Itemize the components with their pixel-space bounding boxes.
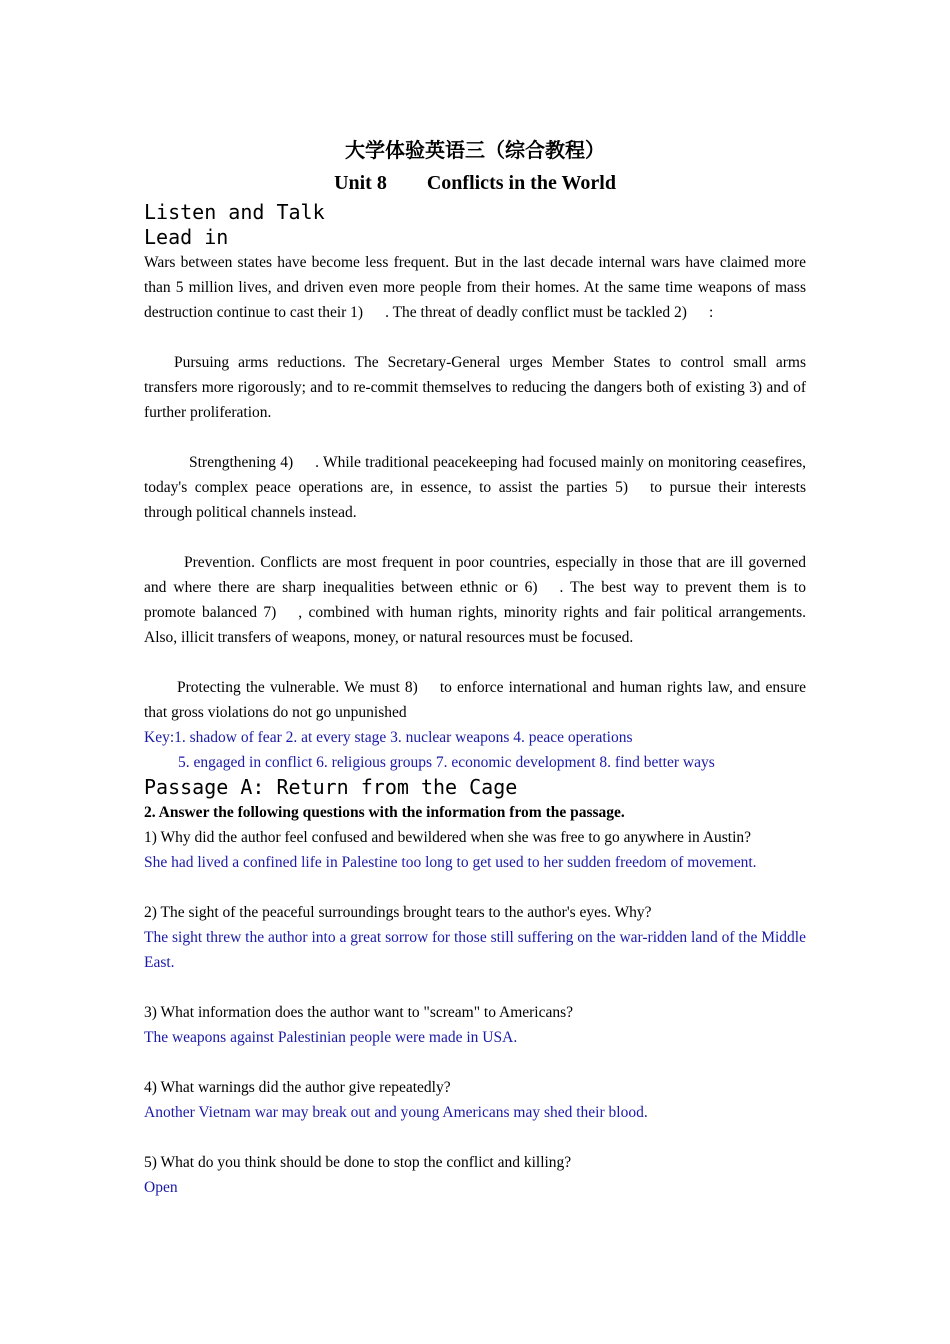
- question-5: 5) What do you think should be done to stop the conflict and killing?: [144, 1154, 572, 1171]
- answer-5: Open: [144, 1179, 178, 1196]
- answer-key-line1: Key:1. shadow of fear 2. at every stage 3. nuclear weapons 4. peace operations: [144, 729, 633, 746]
- paragraph-prevention: [144, 550, 806, 650]
- answer-key-line2: 5. engaged in conflict 6. religious groups 7. economic development 8. find better ways: [178, 754, 715, 771]
- paragraph-peace: [144, 450, 806, 525]
- qa-item: [144, 1000, 806, 1050]
- exercise-instruction: 2. Answer the following questions with the information from the passage.: [144, 804, 625, 821]
- paragraph-prevention-part1: Prevention. Conflicts are most frequent in poor countries, especially in those that are ill governed and where there are sharp inequalities between ethnic or 6): [144, 554, 806, 596]
- answer-1: She had lived a confined life in Palestine too long to get used to her sudden freedom of movement.: [144, 854, 757, 871]
- paragraph-intro-part2: . The threat of deadly conflict must be tackled 2): [385, 304, 687, 321]
- question-3: 3) What information does the author want to "scream" to Americans?: [144, 1004, 574, 1021]
- paragraph-peace-part3: to pursue their interests through political channels instead.: [144, 479, 806, 521]
- paragraph-prevention-part2: . The best way to prevent them is to promote balanced 7): [144, 579, 806, 621]
- qa-item: [144, 1150, 806, 1200]
- section-heading-listen: Listen and Talk: [144, 200, 325, 224]
- paragraph-vulnerable-part2: to enforce international and human rights law, and ensure that gross violations do not go unpunished: [144, 679, 806, 721]
- section-heading-lead-in: Lead in: [144, 225, 229, 249]
- paragraph-vulnerable: [144, 675, 806, 725]
- section-heading-passage-a: Passage A: Return from the Cage: [144, 775, 518, 799]
- question-1: 1) Why did the author feel confused and bewildered when she was free to go anywhere in Austin?: [144, 829, 752, 846]
- answer-3: The weapons against Palestinian people were made in USA.: [144, 1029, 518, 1046]
- question-2: 2) The sight of the peaceful surroundings brought tears to the author's eyes. Why?: [144, 904, 652, 921]
- answer-4: Another Vietnam war may break out and young Americans may shed their blood.: [144, 1104, 648, 1121]
- paragraph-intro-part1: Wars between states have become less frequent. But in the last decade internal wars have claimed more than 5 million lives, and driven even more people from their homes. At the same time weapons of mass destruction continue to cast their 1): [144, 254, 806, 321]
- paragraph-intro-part3: :: [708, 304, 714, 321]
- document-page: [144, 134, 806, 1200]
- paragraph-prevention-part3: , combined with human rights, minority rights and fair political arrangements. Also, illicit transfers of weapons, money, or natural resources must be focused.: [144, 604, 807, 646]
- question-4: 4) What warnings did the author give repeatedly?: [144, 1079, 451, 1096]
- paragraph-peace-part2: . While traditional peacekeeping had focused mainly on monitoring ceasefires, today's complex peace operations are, in essence, to assist the parties 5): [144, 454, 806, 496]
- paragraph-vulnerable-part1: Protecting the vulnerable. We must 8): [177, 679, 418, 696]
- paragraph-peace-part1: Strengthening 4): [189, 454, 294, 471]
- unit-title: Unit 8 Conflicts in the World: [334, 172, 616, 194]
- paragraph-intro: [144, 250, 806, 325]
- qa-item: [144, 900, 806, 975]
- qa-item: [144, 825, 806, 875]
- qa-item: [144, 1075, 806, 1125]
- course-title: 大学体验英语三（综合教程）: [345, 138, 605, 162]
- paragraph-arms: Pursuing arms reductions. The Secretary-General urges Member States to control small arms transfers more rigorously; and to re-commit themselves to reducing the dangers both of existing 3) and of further proliferation.: [144, 354, 806, 421]
- answer-2: The sight threw the author into a great sorrow for those still suffering on the war-ridden land of the Middle East.: [144, 929, 806, 971]
